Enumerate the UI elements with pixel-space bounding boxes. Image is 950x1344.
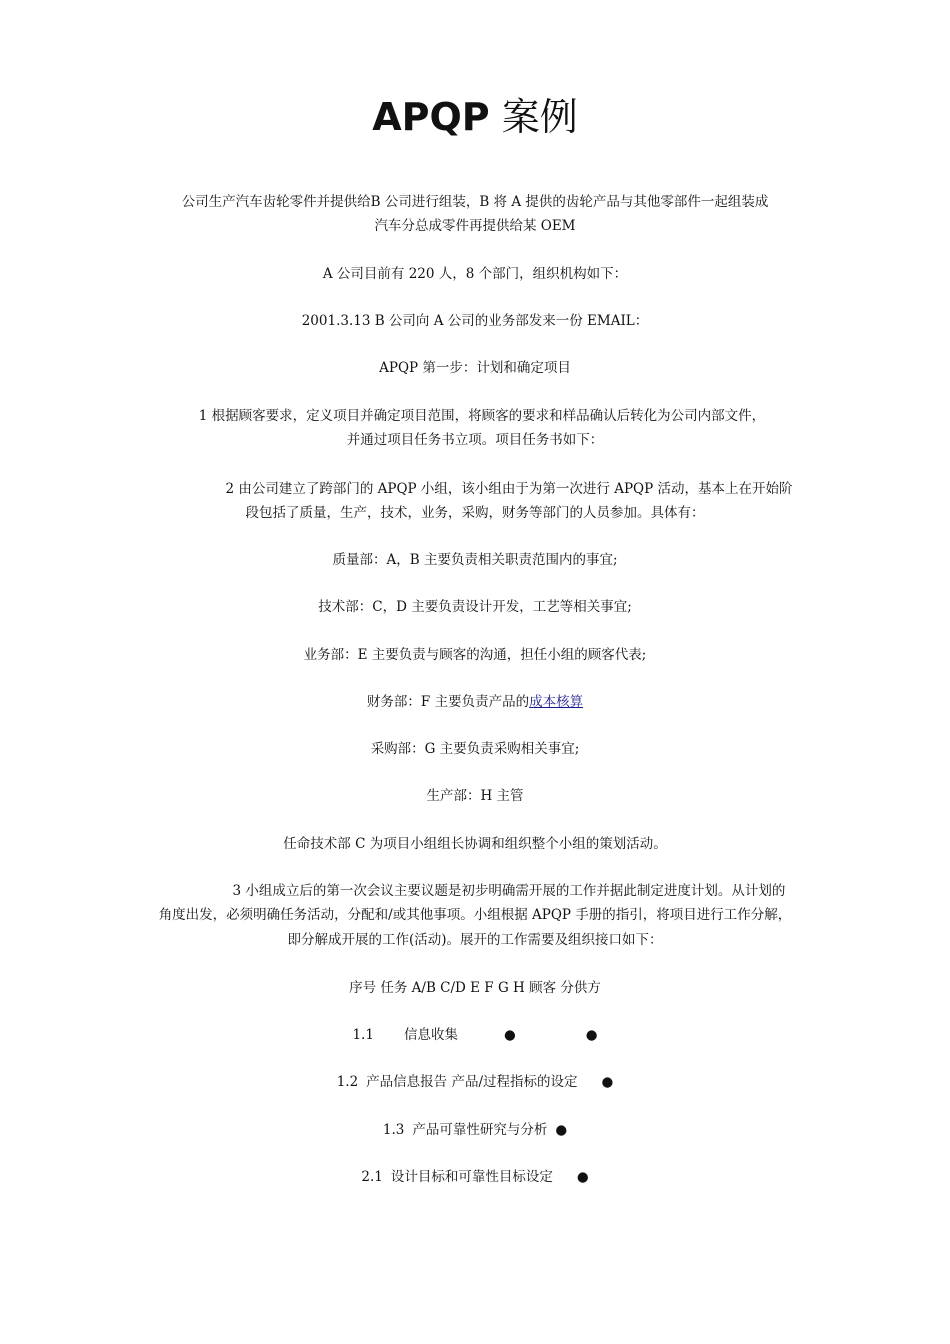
table-row bbox=[0, 1070, 950, 1094]
row-number: 1.2 bbox=[336, 1074, 359, 1090]
item-3-line-1: 3 小组成立后的第一次会议主要议题是初步明确需开展的工作并据此制定进度计划。从计划的 bbox=[232, 883, 786, 899]
item-2-line-2: 段包括了质量，生产，技术，业务，采购，财务等部门的人员参加。具体有： bbox=[245, 505, 705, 521]
item-1-line-2: 并通过项目任务书立项。项目任务书如下： bbox=[346, 432, 604, 448]
dept-finance bbox=[0, 690, 950, 714]
dept-sales: 业务部：E 主要负责与顾客的沟通，担任小组的顾客代表; bbox=[303, 647, 647, 663]
dept-tech: 技术部：C，D 主要负责设计开发，工艺等相关事宜; bbox=[318, 599, 632, 615]
row-mark: ● bbox=[576, 1169, 589, 1185]
dept-finance-text: 财务部：F 主要负责产品的 bbox=[366, 694, 530, 710]
row-task: 设计目标和可靠性目标设定 bbox=[390, 1169, 553, 1185]
title-english: APQP bbox=[372, 95, 490, 139]
dept-purchase: 采购部：G 主要负责采购相关事宜; bbox=[370, 741, 580, 757]
table-row bbox=[0, 1165, 950, 1189]
table-row bbox=[0, 1118, 950, 1142]
cost-accounting-link[interactable]: 成本核算 bbox=[529, 694, 584, 710]
item-2-line-1: 2 由公司建立了跨部门的 APQP 小组，该小组由于为第一次进行 APQP 活动，基本上在开始阶 bbox=[225, 481, 793, 497]
title-chinese: 案例 bbox=[501, 95, 578, 139]
intro-line-2: 汽车分总成零件再提供给某 OEM bbox=[374, 218, 576, 234]
row-mark: ● bbox=[585, 1027, 598, 1043]
item-3-line-3: 即分解成开展的工作(活动)。展开的工作需要及组织接口如下： bbox=[287, 932, 663, 948]
step-1-heading: APQP 第一步：计划和确定项目 bbox=[379, 360, 571, 376]
row-number: 2.1 bbox=[361, 1169, 383, 1185]
dept-quality: 质量部：A，B 主要负责相关职责范围内的事宜; bbox=[332, 552, 618, 568]
table-header: 序号 任务 A/B C/D E F G H 顾客 分供方 bbox=[349, 980, 601, 996]
row-task: 产品信息报告 产品/过程指标的设定 bbox=[366, 1074, 578, 1090]
row-number: 1.3 bbox=[382, 1122, 405, 1138]
row-task: 产品可靠性研究与分析 bbox=[412, 1122, 548, 1138]
leader-appointment: 任命技术部 C 为项目小组组长协调和组织整个小组的策划活动。 bbox=[283, 836, 667, 852]
row-mark: ● bbox=[555, 1122, 568, 1138]
row-mark: ● bbox=[503, 1027, 516, 1043]
item-3-line-2: 角度出发，必须明确任务活动，分配和/或其他事项。小组根据 APQP 手册的指引，将项目进行工作分解， bbox=[158, 907, 792, 923]
row-mark: ● bbox=[601, 1074, 614, 1090]
table-row bbox=[0, 1023, 950, 1047]
item-1-line-1: 1 根据顾客要求，定义项目并确定项目范围，将顾客的要求和样品确认后转化为公司内部文件， bbox=[198, 408, 766, 424]
email-info: 2001.3.13 B 公司向 A 公司的业务部发来一份 EMAIL： bbox=[301, 313, 649, 329]
dept-production: 生产部：H 主管 bbox=[426, 788, 524, 804]
company-info: A 公司目前有 220 人，8 个部门，组织机构如下： bbox=[322, 266, 628, 282]
row-task: 信息收集 bbox=[403, 1027, 458, 1043]
intro-line-1: 公司生产汽车齿轮零件并提供给B 公司进行组装，B 将 A 提供的齿轮产品与其他零部件一起组装成 bbox=[181, 194, 769, 210]
document-title bbox=[0, 93, 950, 141]
row-number: 1.1 bbox=[352, 1027, 374, 1043]
